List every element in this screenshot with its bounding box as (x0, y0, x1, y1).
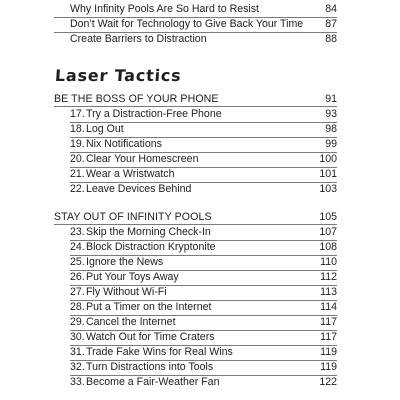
entry-title: Don’t Wait for Technology to Give Back Your Time (70, 18, 304, 30)
entry-number: 21. (70, 168, 85, 180)
entry-number: 23. (70, 226, 85, 238)
toc-entry (0, 359, 400, 375)
entry-number: 29. (70, 316, 85, 328)
entry-page: 99 (325, 138, 337, 150)
entry-page: 84 (325, 3, 337, 15)
toc-subentry (0, 1, 400, 17)
entry-page: 119 (320, 346, 337, 358)
toc-entry (0, 239, 400, 255)
toc-entry (0, 224, 400, 240)
toc-entry (0, 314, 400, 330)
entry-title: Watch Out for Time Craters (86, 331, 215, 343)
entry-title: Try a Distraction-Free Phone (86, 108, 222, 120)
entry-page: 87 (325, 18, 337, 30)
toc-entry (0, 106, 400, 122)
toc-entry (0, 121, 400, 137)
entry-number: 30. (70, 331, 85, 343)
entry-number: 17. (70, 108, 85, 120)
toc-entry (0, 254, 400, 270)
entry-page: 108 (319, 241, 337, 253)
part-title: Laser Tactics (54, 66, 183, 85)
chapter-title: BE THE BOSS OF YOUR PHONE (54, 93, 219, 105)
toc-subentry (0, 16, 400, 32)
entry-page: 101 (319, 168, 337, 180)
toc-entry (0, 329, 400, 345)
entry-title: Nix Notifications (86, 138, 162, 150)
toc-entry (0, 151, 400, 167)
toc-entry (0, 136, 400, 152)
toc-chapter (0, 91, 400, 107)
entry-page: 107 (319, 226, 337, 238)
toc-subentry (0, 31, 400, 47)
entry-title: Ignore the News (86, 256, 164, 268)
entry-number: 19. (70, 138, 85, 150)
entry-page: 122 (319, 376, 337, 388)
entry-page: 98 (325, 123, 337, 135)
chapter-page: 91 (325, 93, 337, 105)
entry-page: 117 (320, 316, 337, 328)
entry-number: 20. (70, 153, 85, 165)
entry-title: Trade Fake Wins for Real Wins (86, 346, 233, 358)
chapter-title: STAY OUT OF INFINITY POOLS (54, 211, 212, 223)
entry-page: 103 (319, 183, 337, 195)
toc-chapter (0, 209, 400, 225)
entry-title: Fly Without Wi-Fi (86, 286, 167, 298)
entry-number: 22. (70, 183, 85, 195)
entry-title: Turn Distractions into Tools (86, 361, 214, 373)
entry-number: 32. (70, 361, 85, 373)
entry-page: 100 (319, 153, 337, 165)
toc-entry (0, 299, 400, 315)
entry-page: 88 (325, 33, 337, 45)
entry-number: 33. (70, 376, 85, 388)
next-chapter-fragment (54, 394, 134, 400)
entry-title: Wear a Wristwatch (86, 168, 175, 180)
entry-page: 110 (320, 256, 337, 268)
toc-entry (0, 374, 400, 390)
entry-title: Create Barriers to Distraction (70, 33, 207, 45)
entry-title: Block Distraction Kryptonite (86, 241, 216, 253)
entry-title: Leave Devices Behind (86, 183, 192, 195)
toc-entry (0, 269, 400, 285)
entry-page: 112 (320, 271, 337, 283)
chapter-page: 105 (319, 211, 337, 223)
toc-entry (0, 181, 400, 197)
entry-number: 18. (70, 123, 85, 135)
entry-title: Log Out (86, 123, 124, 135)
entry-title: Put a Timer on the Internet (86, 301, 212, 313)
entry-number: 31. (70, 346, 85, 358)
entry-title: Cancel the Internet (86, 316, 176, 328)
entry-number: 25. (70, 256, 85, 268)
entry-number: 28. (70, 301, 85, 313)
toc-entry (0, 284, 400, 300)
entry-title: Skip the Morning Check-In (86, 226, 211, 238)
entry-page: 114 (320, 301, 337, 313)
entry-title: Why Infinity Pools Are So Hard to Resist (70, 3, 259, 15)
toc-entry (0, 166, 400, 182)
entry-number: 24. (70, 241, 85, 253)
entry-number: 26. (70, 271, 85, 283)
entry-title: Clear Your Homescreen (86, 153, 199, 165)
entry-page: 117 (320, 331, 337, 343)
entry-title: Put Your Toys Away (86, 271, 179, 283)
entry-page: 119 (320, 361, 337, 373)
toc-entry (0, 344, 400, 360)
entry-page: 93 (325, 108, 337, 120)
entry-title: Become a Fair-Weather Fan (86, 376, 220, 388)
entry-number: 27. (70, 286, 85, 298)
entry-page: 113 (320, 286, 337, 298)
